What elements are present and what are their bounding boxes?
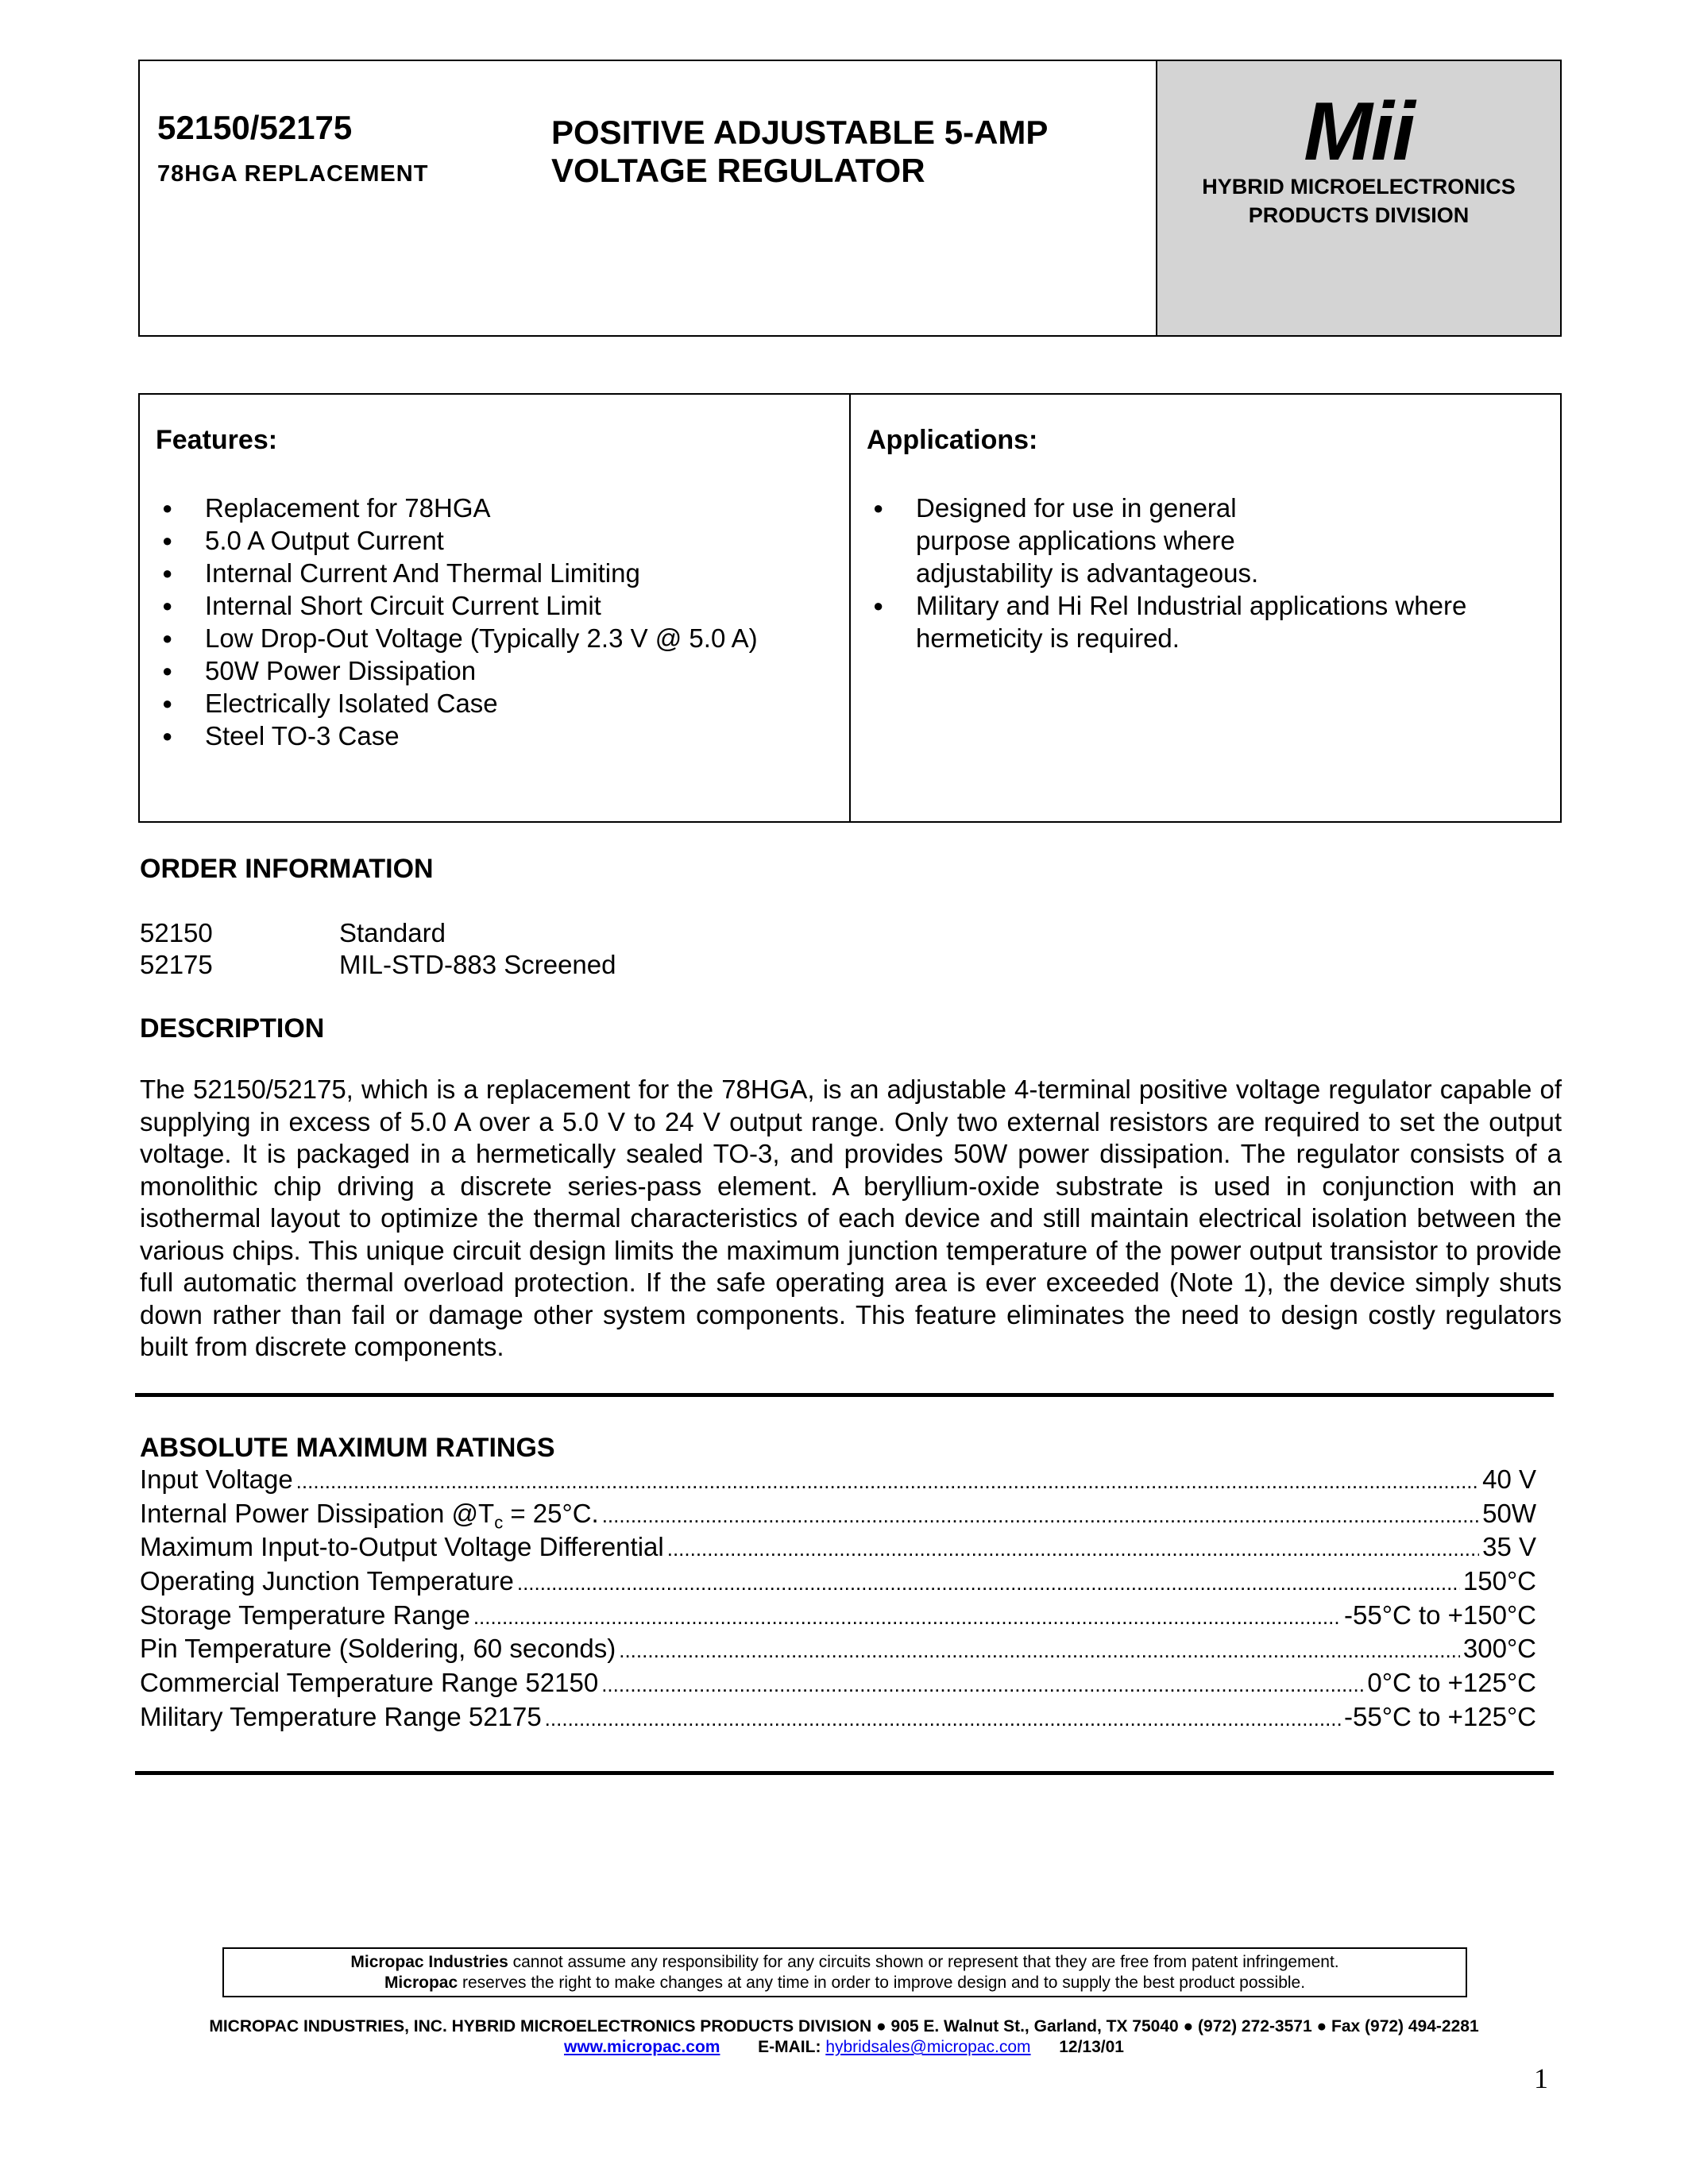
list-item xyxy=(156,524,807,557)
part-subtitle: 78HGA REPLACEMENT xyxy=(157,161,429,187)
features-list xyxy=(156,492,807,752)
page-number: 1 xyxy=(1534,2062,1548,2094)
features-panel xyxy=(140,395,851,821)
applications-heading: Applications: xyxy=(867,425,1038,455)
ratings-heading: ABSOLUTE MAXIMUM RATINGS xyxy=(140,1433,555,1463)
bullet-icon: ● xyxy=(873,596,884,615)
rating-label: Storage Temperature Range xyxy=(140,1599,470,1630)
leader-dots xyxy=(545,1702,1341,1736)
rating-row xyxy=(140,1666,1536,1700)
leader-dots xyxy=(619,1634,1460,1668)
leader-dots xyxy=(473,1600,1341,1634)
title-line-1: POSITIVE ADJUSTABLE 5-AMP xyxy=(551,114,1049,151)
disclaimer-line-1 xyxy=(224,1952,1466,1973)
rating-label-subscript: c xyxy=(494,1512,504,1533)
feature-text: Replacement for 78HGA xyxy=(205,493,491,523)
division-name xyxy=(1157,172,1560,230)
rating-value: -55°C to +125°C xyxy=(1344,1701,1536,1731)
bullet-icon: ● xyxy=(162,531,173,550)
disclaimer-text: cannot assume any responsibility for any circuits shown or represent that they are free from patent infringement. xyxy=(508,1953,1339,1971)
rating-value: -55°C to +150°C xyxy=(1344,1599,1536,1630)
list-item xyxy=(156,687,807,720)
features-applications-box xyxy=(138,393,1562,823)
list-item xyxy=(156,589,807,622)
list-item xyxy=(156,492,807,524)
title-line-2: VOLTAGE REGULATOR xyxy=(551,152,925,189)
description-paragraph: The 52150/52175, which is a replacement for the 78HGA, is an adjustable 4-terminal positive voltage regulator capable of supplying in excess of 5.0 A over a 5.0 V to 24 V output range. Only two external resistors are required to set the output voltage. It is packaged in a hermetically sealed TO-3, and provides 50W power dissipation. The regulator consists of a monolithic chip driving a discrete series-pass element. A beryllium-oxide substrate is used in conjunction with an isothermal layout to optimize the thermal characteristics of each device and still maintain electrical isolation between the various chips. This unique circuit design limits the maximum junction temperature of the power output transistor to provide full automatic thermal overload protection. If the safe operating area is ever exceeded (Note 1), the device simply shuts down rather than fail or damage other system components. This feature eliminates the need to design costly regulators built from discrete components. xyxy=(140,1075,1562,1361)
header-box xyxy=(138,60,1562,337)
leader-dots xyxy=(517,1566,1460,1600)
list-item xyxy=(156,622,807,654)
rating-value: 300°C xyxy=(1462,1634,1536,1664)
order-code: 52150 xyxy=(140,918,213,947)
rating-row xyxy=(140,1565,1536,1599)
bullet-icon: ● xyxy=(873,498,884,518)
rating-value: 150°C xyxy=(1462,1566,1536,1596)
order-row xyxy=(140,950,616,980)
feature-text: Internal Short Circuit Current Limit xyxy=(205,591,601,620)
bullet-icon: ● xyxy=(162,693,173,713)
disclaimer-company: Micropac Industries xyxy=(350,1953,508,1971)
bullet-icon: ● xyxy=(162,661,173,681)
rating-label: Maximum Input-to-Output Voltage Differential xyxy=(140,1532,664,1562)
rating-value: 35 V xyxy=(1482,1532,1536,1562)
website-link[interactable]: www.micropac.com xyxy=(564,2038,720,2056)
leader-dots xyxy=(296,1464,1479,1499)
bullet-icon: ● xyxy=(162,596,173,615)
section-divider xyxy=(135,1393,1554,1397)
rating-row xyxy=(140,1632,1536,1666)
disclaimer-text: reserves the right to make changes at any time in order to improve design and to supply the best product possible. xyxy=(458,1974,1306,1992)
bullet-icon: ● xyxy=(162,628,173,648)
list-item xyxy=(867,589,1534,654)
applications-list xyxy=(867,492,1534,654)
footer-contact xyxy=(0,2038,1688,2057)
leader-dots xyxy=(667,1532,1479,1566)
mii-logo: Mii xyxy=(1304,86,1414,178)
feature-text: Internal Current And Thermal Limiting xyxy=(205,558,640,588)
disclaimer-company: Micropac xyxy=(384,1974,458,1992)
list-item xyxy=(156,557,807,589)
rating-label-main: Internal Power Dissipation @T xyxy=(140,1498,495,1528)
rating-label-tail: = 25°C. xyxy=(503,1498,599,1528)
email-link[interactable]: hybridsales@micropac.com xyxy=(825,2038,1031,2056)
leader-dots xyxy=(601,1668,1364,1702)
order-code: 52175 xyxy=(140,950,213,979)
feature-text: Steel TO-3 Case xyxy=(205,721,400,751)
application-text: Designed for use in general purpose applications where adjustability is advantageous. xyxy=(916,493,1259,588)
order-description: Standard xyxy=(339,918,446,947)
bullet-icon: ● xyxy=(162,726,173,746)
bullet-icon: ● xyxy=(162,563,173,583)
rating-row xyxy=(140,1463,1536,1497)
feature-text: 50W Power Dissipation xyxy=(205,656,477,685)
disclaimer-line-2 xyxy=(224,1973,1466,1993)
footer-date: 12/13/01 xyxy=(1059,2038,1124,2056)
feature-text: Low Drop-Out Voltage (Typically 2.3 V @ 5.0 A) xyxy=(205,623,758,653)
division-line-2: PRODUCTS DIVISION xyxy=(1248,203,1470,227)
bullet-icon: ● xyxy=(162,498,173,518)
disclaimer-box xyxy=(222,1947,1467,1997)
ratings-list xyxy=(140,1463,1536,1734)
description-heading: DESCRIPTION xyxy=(140,1013,325,1044)
rating-value: 40 V xyxy=(1482,1464,1536,1494)
features-heading: Features: xyxy=(156,425,278,455)
rating-label: Commercial Temperature Range 52150 xyxy=(140,1668,599,1698)
company-logo-panel xyxy=(1156,61,1560,335)
header-left xyxy=(140,61,1156,335)
feature-text: Electrically Isolated Case xyxy=(205,689,498,718)
list-item xyxy=(156,720,807,752)
rating-label: Operating Junction Temperature xyxy=(140,1566,514,1596)
feature-text: 5.0 A Output Current xyxy=(205,526,444,555)
section-divider xyxy=(135,1771,1554,1775)
rating-row xyxy=(140,1497,1536,1531)
rating-row xyxy=(140,1700,1536,1734)
rating-row xyxy=(140,1599,1536,1633)
list-item xyxy=(156,654,807,687)
rating-label: Pin Temperature (Soldering, 60 seconds) xyxy=(140,1634,616,1664)
order-description: MIL-STD-883 Screened xyxy=(339,950,616,979)
rating-value: 50W xyxy=(1482,1498,1536,1528)
division-line-1: HYBRID MICROELECTRONICS xyxy=(1202,175,1516,199)
email-label: E-MAIL: xyxy=(758,2038,821,2056)
applications-panel xyxy=(851,395,1560,821)
part-number: 52150/52175 xyxy=(157,109,353,146)
list-item xyxy=(867,492,1534,589)
rating-label: Input Voltage xyxy=(140,1464,293,1494)
rating-label: Military Temperature Range 52175 xyxy=(140,1701,542,1731)
rating-row xyxy=(140,1530,1536,1565)
application-text: Military and Hi Rel Industrial applications where hermeticity is required. xyxy=(916,591,1467,653)
leader-dots xyxy=(602,1499,1479,1533)
rating-value: 0°C to +125°C xyxy=(1367,1668,1536,1698)
order-row xyxy=(140,918,446,948)
footer-address: MICROPAC INDUSTRIES, INC. HYBRID MICROELECTRONICS PRODUCTS DIVISION ● 905 E. Walnut St., Garland, TX 75040 ● (972) 272-3571 ● Fax (972) 494-2281 xyxy=(209,2017,1479,2035)
order-information-heading: ORDER INFORMATION xyxy=(140,854,434,884)
